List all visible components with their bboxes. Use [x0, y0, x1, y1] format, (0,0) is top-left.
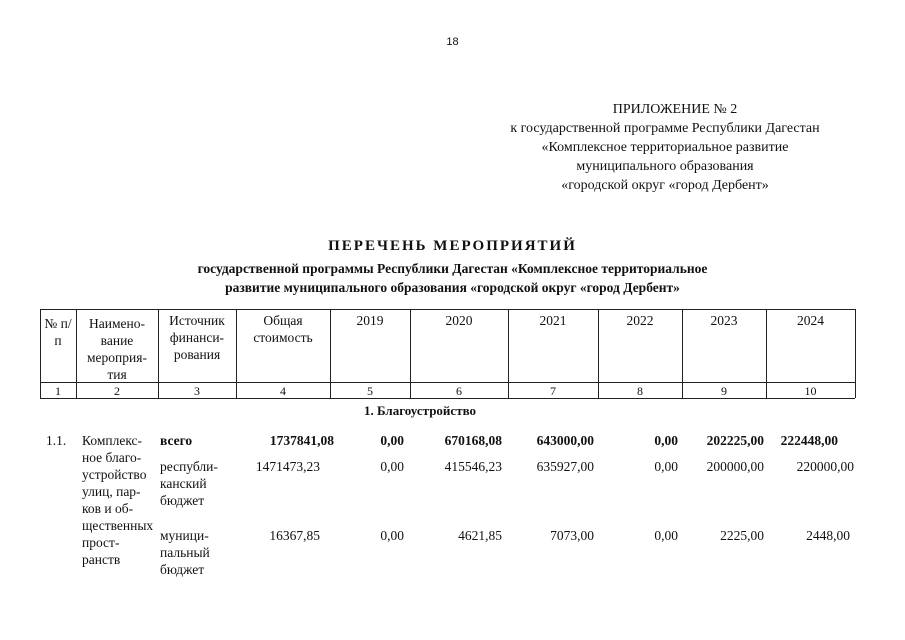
column-number: 9 [721, 384, 727, 398]
row-total: 16367,85 [269, 528, 320, 543]
row-source: всего [160, 433, 193, 448]
row-2019: 0,00 [380, 459, 404, 474]
header-source: Источник финанси-рования [169, 313, 225, 362]
row-2024: 220000,00 [796, 459, 854, 474]
table-border-top [40, 309, 855, 310]
item-name: Комплекс-ное благо-устройство улиц, пар-ков и об-щественных прост-ранств [82, 433, 154, 567]
appendix-line: муниципального образования [576, 159, 754, 174]
row-2023: 200000,00 [706, 459, 764, 474]
row-2024: 222448,00 [780, 433, 838, 448]
row-source: республи-канский бюджет [160, 459, 218, 508]
appendix-line: к государственной программе Республики Дагестан [510, 121, 820, 136]
column-number: 4 [280, 384, 286, 398]
header-2022: 2022 [626, 313, 654, 328]
row-total: 1737841,08 [269, 433, 334, 448]
row-2021: 643000,00 [536, 433, 594, 448]
appendix-title: ПРИЛОЖЕНИЕ № 2 [612, 102, 738, 117]
row-2019: 0,00 [380, 528, 404, 543]
header-number: № п/п [44, 316, 72, 348]
row-2020: 4621,85 [458, 528, 502, 543]
row-2024: 2448,00 [806, 528, 850, 543]
column-number: 8 [637, 384, 643, 398]
document-title: ПЕРЕЧЕНЬ МЕРОПРИЯТИЙ [328, 238, 577, 254]
header-2020: 2020 [445, 313, 473, 328]
row-2020: 670168,08 [444, 433, 502, 448]
column-number: 7 [550, 384, 556, 398]
page-number: 18 [446, 36, 459, 48]
header-2019: 2019 [356, 313, 384, 328]
column-number: 3 [194, 384, 200, 398]
row-2019: 0,00 [380, 433, 404, 448]
row-2022: 0,00 [654, 459, 678, 474]
item-number: 1.1. [46, 433, 67, 448]
row-2021: 7073,00 [550, 528, 594, 543]
subtitle-line: развитие муниципального образования «городской округ «город Дербент» [225, 280, 680, 295]
appendix-block [470, 100, 860, 195]
header-2023: 2023 [710, 313, 738, 328]
row-total: 1471473,23 [255, 459, 320, 474]
row-2021: 635927,00 [536, 459, 594, 474]
row-2023: 202225,00 [706, 433, 764, 448]
column-number: 5 [367, 384, 373, 398]
row-source: муници-пальный бюджет [160, 528, 210, 577]
column-number: 2 [114, 384, 120, 398]
column-number: 6 [456, 384, 462, 398]
table-border-right [855, 309, 856, 398]
document-subtitle [0, 259, 905, 297]
header-name: Наимено-вание мероприя-тия [87, 316, 147, 382]
row-2022: 0,00 [654, 433, 678, 448]
appendix-line: «городской округ «город Дербент» [561, 178, 769, 193]
header-total: Общая стоимость [253, 313, 313, 345]
appendix-line: «Комплексное территориальное развитие [541, 140, 789, 155]
header-2021: 2021 [539, 313, 567, 328]
section-title: 1. Благоустройство [363, 403, 477, 418]
row-2020: 415546,23 [444, 459, 502, 474]
row-2022: 0,00 [654, 528, 678, 543]
header-2024: 2024 [797, 313, 824, 328]
column-number: 1 [55, 384, 61, 398]
column-number: 10 [804, 384, 817, 398]
row-2023: 2225,00 [720, 528, 764, 543]
subtitle-line: государственной программы Республики Дагестан «Комплексное территориальное [197, 261, 708, 276]
